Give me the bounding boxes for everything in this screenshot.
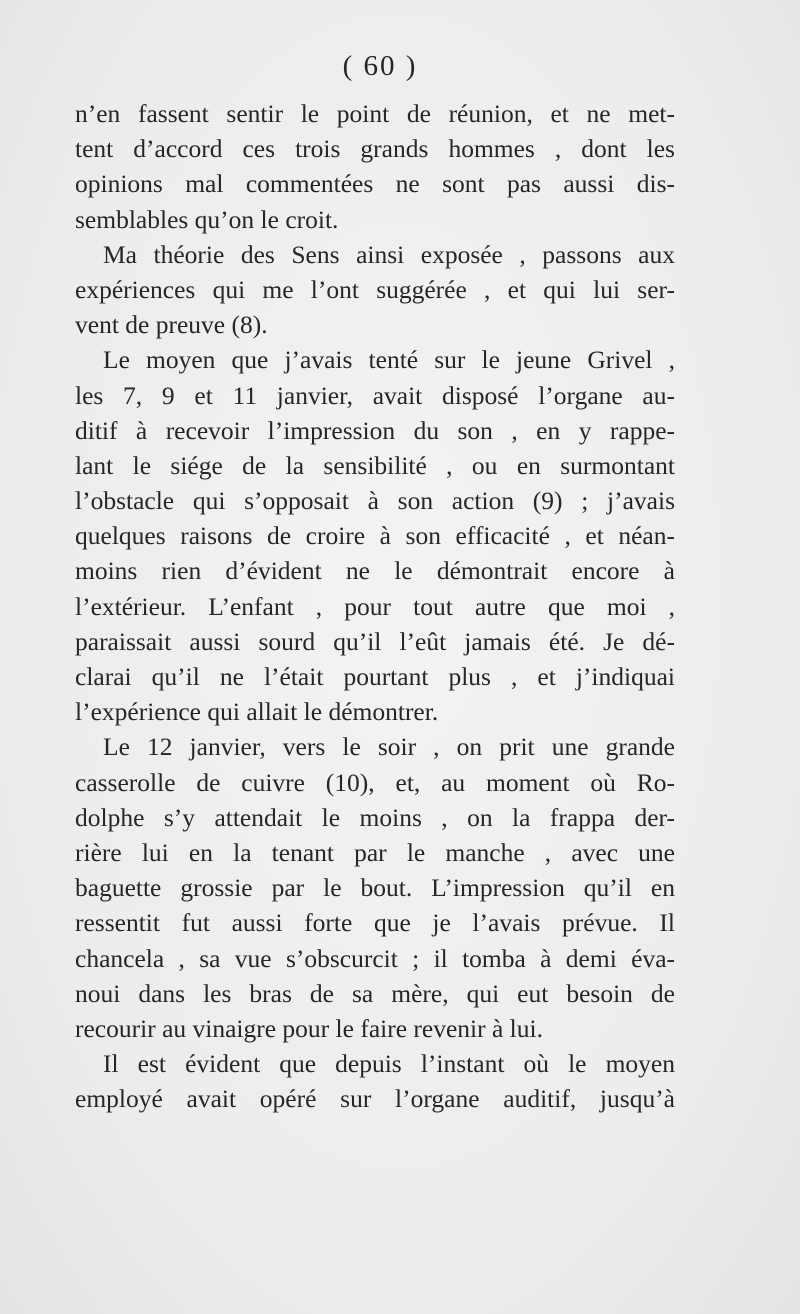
paragraph — [75, 729, 675, 1046]
text-line: l’extérieur. L’enfant , pour tout autre que moi , — [75, 591, 675, 621]
text-line: casserolle de cuivre (10), et, au moment où Ro- — [75, 767, 675, 797]
text-line: noui dans les bras de sa mère, qui eut besoin de — [75, 978, 675, 1008]
text-line: opinions mal commentées ne sont pas aussi dis- — [75, 169, 675, 199]
text-line: dolphe s’y attendait le moins , on la frappa der- — [75, 802, 675, 832]
text-line: l’expérience qui allait le démontrer. — [75, 697, 439, 727]
text-line: clarai qu’il ne l’était pourtant plus , et j’indiquai — [75, 662, 675, 691]
text-line: Le 12 janvier, vers le soir , on prit une grande — [103, 732, 675, 762]
text-line: vent de preuve (8). — [75, 310, 268, 340]
paragraph — [75, 1046, 675, 1116]
text-line: l’obstacle qui s’opposait à son action (9) ; j’avais — [75, 486, 675, 516]
text-line: quelques raisons de croire à son efficacité , et néan- — [75, 521, 675, 551]
text-line: Le moyen que j’avais tenté sur le jeune Grivel , — [103, 345, 675, 375]
text-line: Il est évident que depuis l’instant où le moyen — [103, 1049, 675, 1079]
text-line: rière lui en la tenant par le manche , avec une — [75, 837, 675, 867]
page-number: ( 60 ) — [342, 50, 418, 82]
text-line: chancela , sa vue s’obscurcit ; il tomba à demi éva- — [75, 943, 675, 973]
text-line: expériences qui me l’ont suggérée , et qui lui ser- — [75, 274, 675, 304]
body-text — [75, 96, 675, 1116]
text-line: employé avait opéré sur l’organe auditif, jusqu’à — [75, 1084, 675, 1114]
paragraph — [75, 96, 675, 237]
text-line: Ma théorie des Sens ainsi exposée , passons aux — [103, 239, 675, 269]
text-line: tent d’accord ces trois grands hommes , dont les — [75, 134, 675, 164]
text-line: les 7, 9 et 11 janvier, avait disposé l’organe au- — [75, 380, 675, 410]
text-line: ditif à recevoir l’impression du son , en y rappe- — [75, 415, 675, 445]
text-line: n’en fassent sentir le point de réunion, et ne met- — [75, 99, 675, 128]
paragraph — [75, 237, 675, 343]
paragraph — [75, 342, 675, 729]
text-line: recourir au vinaigre pour le faire revenir à lui. — [75, 1013, 543, 1043]
text-line: lant le siége de la sensibilité , ou en surmontant — [75, 450, 675, 480]
text-line: moins rien d’évident ne le démontrait encore à — [75, 556, 675, 586]
text-line: semblables qu’on le croit. — [75, 204, 339, 234]
text-line: ressentit fut aussi forte que je l’avais prévue. Il — [75, 908, 675, 938]
text-line: paraissait aussi sourd qu’il l’eût jamais été. Je dé- — [75, 626, 675, 656]
text-line: baguette grossie par le bout. L’impression qu’il en — [75, 873, 675, 903]
